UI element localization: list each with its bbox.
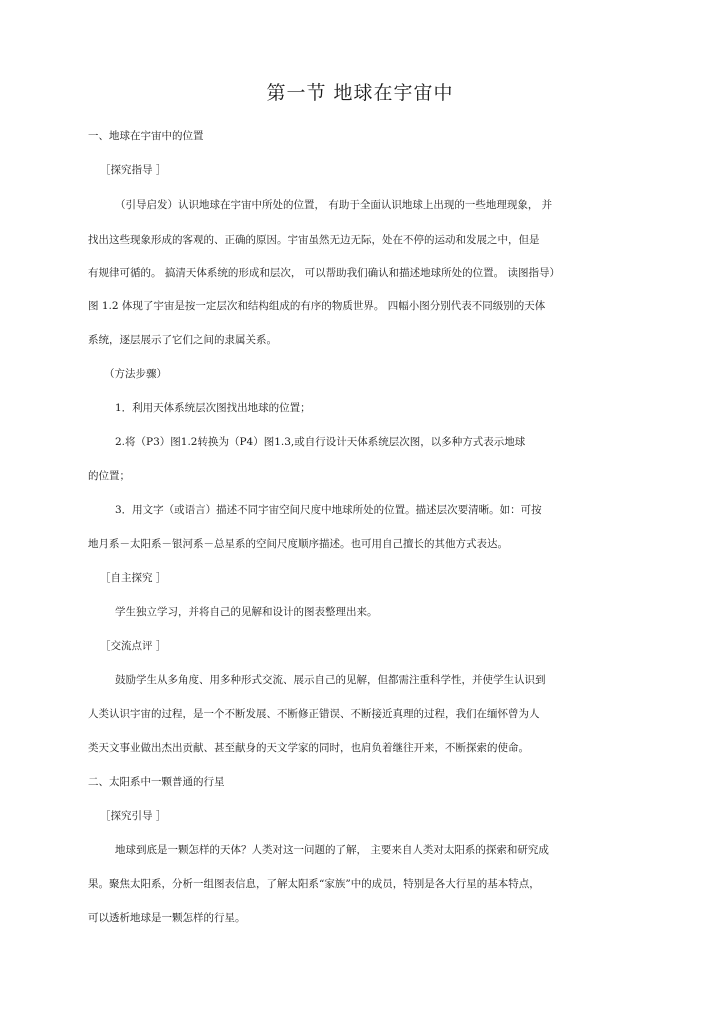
subheading-discussion: ［交流点评 ］ bbox=[100, 640, 167, 652]
subheading-method-steps: （方法步骤） bbox=[104, 368, 167, 380]
subheading-explore-guide: ［探究指导 ］ bbox=[100, 164, 167, 176]
paragraph-line: 可以透析地球是一颗怎样的行星。 bbox=[88, 912, 246, 924]
step-line: 3．用文字（或语言）描述不同宇宙空间尺度中地球所处的位置。描述层次要清晰。如：可按 bbox=[115, 504, 542, 516]
paragraph-line: 地球到底是一颗怎样的天体？人类对这一问题的了解， 主要来自人类对太阳系的探索和研究成 bbox=[115, 844, 549, 856]
section-heading-2: 二、太阳系中一颗普通的行星 bbox=[88, 776, 225, 788]
step-line: 地月系－太阳系－银河系－总星系的空间尺度顺序描述。也可用自己擅长的其他方式表达。 bbox=[88, 538, 508, 550]
paragraph-line: 人类认识宇宙的过程，是一个不断发展、不断修正错误、不断接近真理的过程，我们在缅怀曾为人 bbox=[88, 708, 540, 720]
step-line: 的位置； bbox=[88, 470, 130, 482]
paragraph-line: （引导启发）认识地球在宇宙中所处的位置， 有助于全面认识地球上出现的一些地理现象， 并 bbox=[115, 199, 553, 211]
paragraph-line: 系统，逐层展示了它们之间的隶属关系。 bbox=[88, 334, 277, 346]
paragraph-line: 学生独立学习，并将自己的见解和设计的图表整理出来。 bbox=[115, 606, 378, 618]
subheading-explore-lead: ［探究引导 ］ bbox=[100, 810, 167, 822]
section-heading-1: 一、地球在宇宙中的位置 bbox=[88, 130, 204, 142]
step-line: 1．利用天体系统层次图找出地球的位置； bbox=[115, 402, 311, 414]
subheading-self-explore: ［自主探究 ］ bbox=[100, 572, 167, 584]
document-title: 第一节 地球在宇宙中 bbox=[266, 82, 454, 104]
paragraph-line: 鼓励学生从多角度、用多种形式交流、展示自己的见解，但都需注重科学性，并使学生认识到 bbox=[115, 674, 546, 686]
paragraph-line: 找出这些现象形成的客观的、正确的原因。宇宙虽然无边无际，处在不停的运动和发展之中，但是 bbox=[88, 234, 540, 246]
paragraph-line: 果。聚焦太阳系，分析一组图表信息，了解太阳系“家族”中的成员，特别是各大行星的基本特点， bbox=[88, 878, 540, 890]
step-line: 2.将（P3）图1.2转换为（P4）图1.3,或自行设计天体系统层次图，以多种方式表示地球 bbox=[115, 436, 526, 448]
paragraph-line: 有规律可循的。 搞清天体系统的形成和层次， 可以帮助我们确认和描述地球所处的位置。 读图指导） bbox=[88, 267, 561, 279]
paragraph-line: 类天文事业做出杰出贡献、甚至献身的天文学家的同时，也肩负着继往开来，不断探索的使命。 bbox=[88, 742, 529, 754]
paragraph-line: 图 1.2 体现了宇宙是按一定层次和结构组成的有序的物质世界。 四幅小图分别代表不同级别的天体 bbox=[88, 300, 546, 312]
